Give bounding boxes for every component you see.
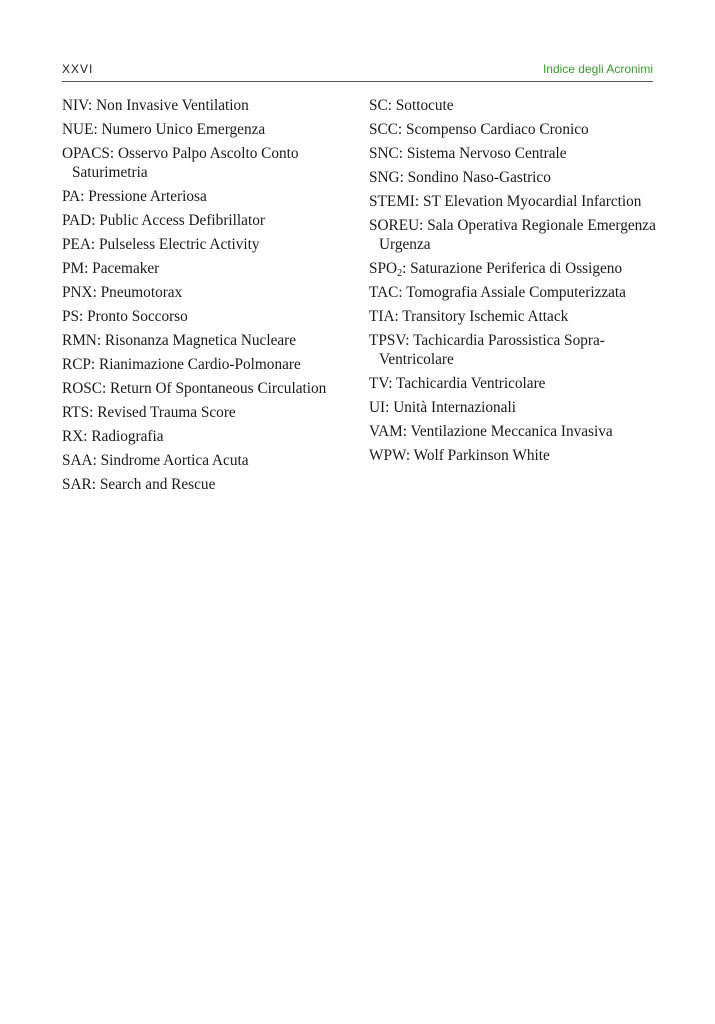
acronym-entry: SCC: Scompenso Cardiaco Cronico xyxy=(369,121,589,138)
acronym-entry: PNX: Pneumotorax xyxy=(62,284,183,301)
acronym-entry: SAR: Search and Rescue xyxy=(62,476,216,493)
acronym-entry: RMN: Risonanza Magnetica Nucleare xyxy=(62,332,297,349)
acronym-entry: PS: Pronto Soccorso xyxy=(62,308,188,325)
spo2-subscript: 2 xyxy=(397,268,403,279)
acronym-entry: PA: Pressione Arteriosa xyxy=(62,188,207,205)
acronym-entry: SC: Sottocute xyxy=(369,97,454,114)
acronym-entry: RX: Radiografia xyxy=(62,428,164,445)
acronym-entry: STEMI: ST Elevation Myocardial Infarction xyxy=(369,193,642,210)
spo2-prefix: SPO xyxy=(369,260,398,277)
acronym-entry: RCP: Rianimazione Cardio-Polmonare xyxy=(62,356,301,373)
acronym-entry: PAD: Public Access Defibrillator xyxy=(62,212,265,229)
acronym-entry: ROSC: Return Of Spontaneous Circulation xyxy=(62,380,327,397)
acronym-entry: TAC: Tomografia Assiale Computerizzata xyxy=(369,284,626,301)
acronym-entry: SAA: Sindrome Aortica Acuta xyxy=(62,452,249,469)
page-number: XXVI xyxy=(62,62,94,76)
acronym-entry-spo2 xyxy=(369,259,659,278)
acronym-entry: NIV: Non Invasive Ventilation xyxy=(62,97,249,114)
acronym-entry: TV: Tachicardia Ventricolare xyxy=(369,375,546,392)
acronym-entry: PM: Pacemaker xyxy=(62,260,160,277)
acronym-entry: TIA: Transitory Ischemic Attack xyxy=(369,308,569,325)
acronym-list-left xyxy=(62,96,352,499)
running-head: Indice degli Acronimi xyxy=(542,62,653,76)
acronym-entry: WPW: Wolf Parkinson White xyxy=(369,447,550,464)
header-rule xyxy=(62,81,653,82)
acronym-entry: RTS: Revised Trauma Score xyxy=(62,404,236,421)
acronym-entry: NUE: Numero Unico Emergenza xyxy=(62,121,266,138)
acronym-entry: TPSV: Tachicardia Parossistica Sopra-Ventricolare xyxy=(369,332,605,368)
acronym-entry: VAM: Ventilazione Meccanica Invasiva xyxy=(369,423,613,440)
acronym-entry: PEA: Pulseless Electric Activity xyxy=(62,236,260,253)
acronym-list-right xyxy=(369,96,659,470)
acronym-entry: SNG: Sondino Naso-Gastrico xyxy=(369,169,551,186)
acronym-entry: SOREU: Sala Operativa Regionale Emergenza Urgenza xyxy=(369,217,656,253)
spo2-definition: : Saturazione Periferica di Ossigeno xyxy=(402,260,623,277)
acronym-entry: OPACS: Osservo Palpo Ascolto Conto Saturimetria xyxy=(62,145,299,181)
acronym-entry: UI: Unità Internazionali xyxy=(369,399,516,416)
acronym-entry: SNC: Sistema Nervoso Centrale xyxy=(369,145,567,162)
